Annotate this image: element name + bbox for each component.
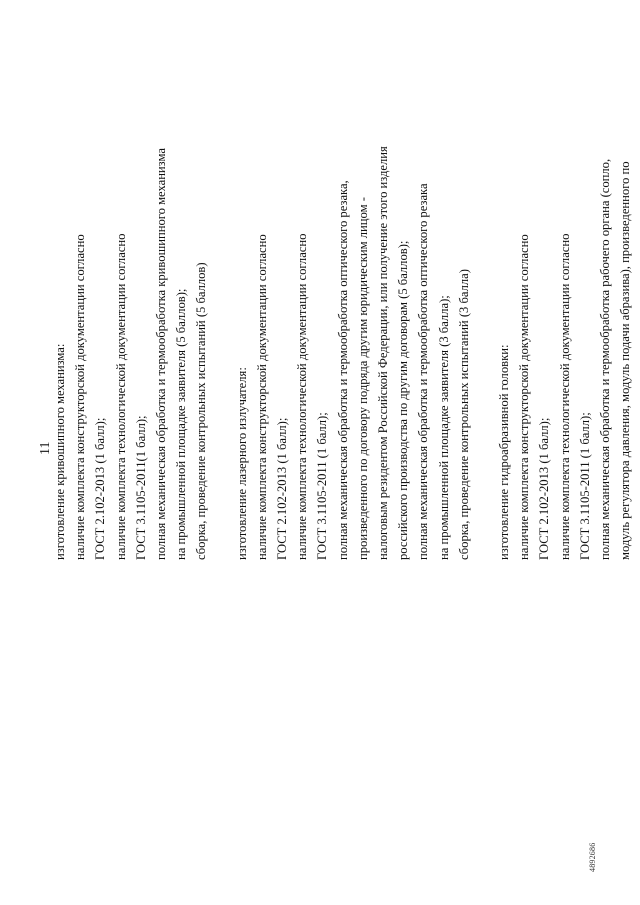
text-line: ГОСТ 3.1105-2011 (1 балл); — [577, 412, 592, 560]
text-line: на промышленной площадке заявителя (3 балла); — [436, 295, 451, 560]
text-line: ГОСТ 3.1105-2011 (1 балл); — [315, 412, 330, 560]
page-number: 11 — [38, 441, 53, 455]
text-line: наличие комплекта технологической документации согласно — [295, 233, 310, 560]
section-crank-mechanism — [50, 40, 212, 560]
text-line: наличие комплекта конструкторской документации согласно — [73, 234, 88, 560]
section-waterjet-head — [494, 40, 635, 560]
section-heading: изготовление кривошипного механизма: — [53, 343, 67, 560]
document-id: 4892686 — [588, 842, 597, 872]
text-line: наличие комплекта конструкторской документации согласно — [517, 234, 532, 560]
rotated-text-block — [50, 40, 640, 560]
text-line: полная механическая обработка и термообработка оптического резака, — [335, 180, 350, 560]
text-line: ГОСТ 2.102-2013 (1 балл); — [93, 417, 108, 560]
section-heading: изготовление лазерного излучателя: — [234, 367, 249, 560]
text-line: наличие комплекта технологической документации согласно — [113, 233, 128, 560]
text-line: на промышленной площадке заявителя (5 баллов); — [174, 288, 189, 560]
text-line: российского производства по другим договорам (5 баллов); — [396, 240, 411, 560]
text-line: полная механическая обработка и термообработка кривошипного механизма — [154, 148, 169, 560]
text-line: налоговым резидентом Российской Федерации, или получение этого изделия — [376, 146, 391, 560]
text-line: сборка, проведение контрольных испытаний (5 баллов) — [194, 262, 209, 560]
text-line: ГОСТ 3.1105-2011(1 балл); — [133, 415, 148, 560]
text-line: сборка, проведение контрольных испытаний (3 балла) — [456, 269, 471, 560]
text-line: полная механическая обработка и термообработка рабочего органа (сопло, — [598, 158, 613, 560]
text-line: полная механическая обработка и термообработка оптического резака — [416, 183, 431, 560]
text-line: наличие комплекта конструкторской документации согласно — [254, 234, 269, 560]
text-line: ГОСТ 2.102-2013 (1 балл); — [537, 417, 552, 560]
section-heading: изготовление гидроабразивной головки: — [497, 344, 512, 560]
text-line: наличие комплекта технологической документации согласно — [557, 233, 572, 560]
text-line: модуль регулятора давления, модуль подачи абразива), произведенного по — [618, 161, 633, 560]
text-line: произведенного по договору подряда другим юридическим лицом - — [355, 197, 370, 560]
text-line: ГОСТ 2.102-2013 (1 балл); — [275, 417, 290, 560]
section-laser-emitter — [232, 40, 474, 560]
